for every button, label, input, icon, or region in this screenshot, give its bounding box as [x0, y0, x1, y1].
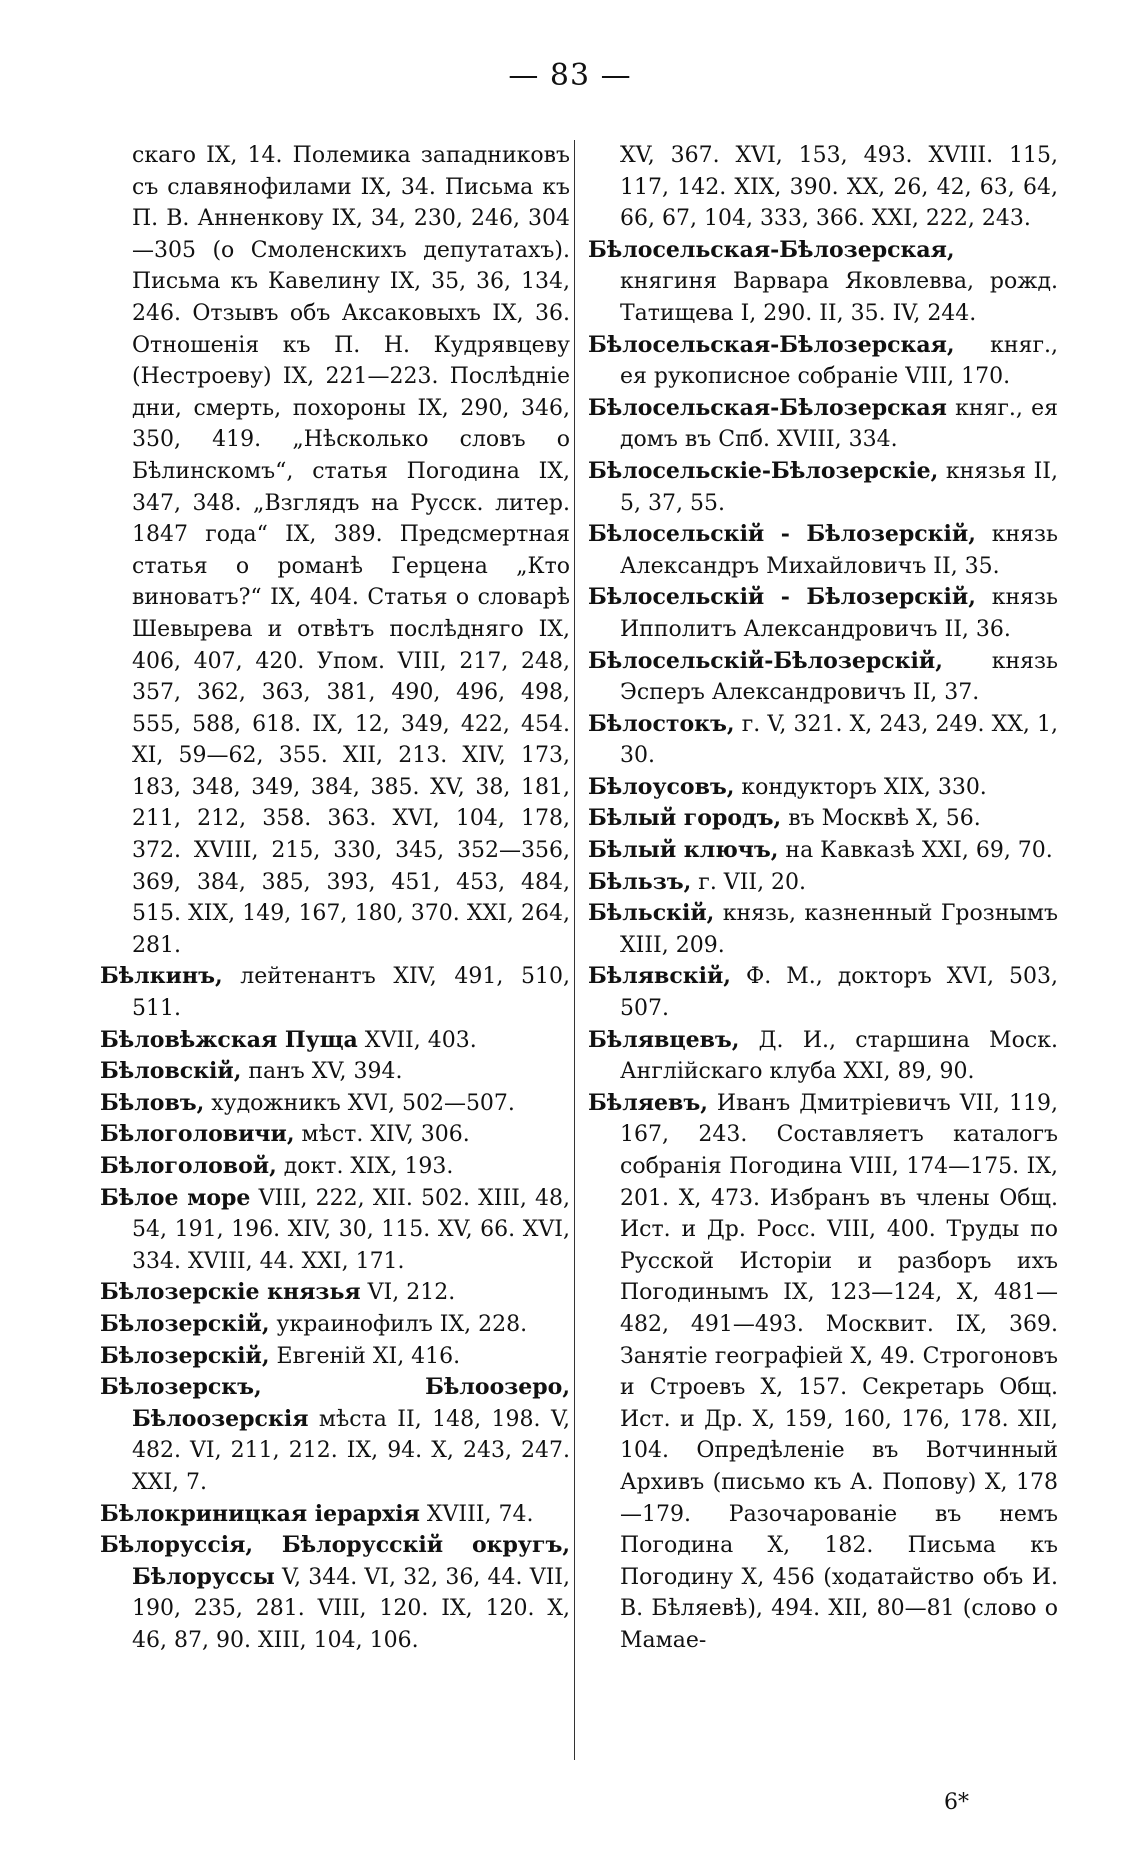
entry-heading: Бѣлое море — [100, 1184, 251, 1211]
index-entry — [100, 140, 570, 961]
entry-heading: Бѣлозерскъ, Бѣлоозеро, Бѣлоозерскія — [100, 1374, 570, 1432]
index-entry — [100, 1088, 570, 1120]
entry-text: V, 344. VI, 32, 36, 44. VII, 190, 235, 281. VIII, 120. IX, 120. X, 46, 87, 90. XIII, 104, 106. — [132, 1564, 570, 1653]
entry-text: кондукторъ XIX, 330. — [734, 774, 987, 800]
index-entry — [100, 961, 570, 1024]
page-number: — 83 — — [508, 58, 632, 93]
entry-text: князь Александръ Михайловичъ II, 35. — [620, 522, 1059, 579]
entry-text: панъ XV, 394. — [241, 1059, 403, 1085]
entry-text: скаго IX, 14. Полемика западниковъ съ славянофилами IX, 34. Письма къ П. В. Анненкову IX, 34, 230, 246, 304—305 (о Смоленскихъ депутатахъ). Письма къ Кавелину IX, 35, 36, 134, 246. Отзывъ объ Аксаковыхъ IX, 36. Отношенія къ П. Н. Кудрявцеву (Нестроеву) IX, 221—223. Послѣдніе дни, смерть, похороны IX, 290, 346, 350, 419. „Нѣсколько словъ о Бѣлинскомъ“, статья Погодина IX, 347, 348. „Взглядъ на Русск. литер. 1847 года“ IX, 389. Предсмертная статья о романѣ Герцена „Кто виноватъ?“ IX, 404. Статья о словарѣ Шевырева и отвѣтъ послѣдняго IX, 406, 407, 420. Упом. VIII, 217, 248, 357, 362, 363, 381, 490, 496, 498, 555, 588, 618. IX, 12, 349, 422, 454. XI, 59—62, 355. XII, 213. XIV, 173, 183, 348, 349, 384, 385. XV, 38, 181, 211, 212, 358. 363. XVI, 104, 178, 372. XVIII, 215, 330, 345, 352—356, 369, 384, 385, 393, 451, 453, 484, 515. XIX, 149, 167, 180, 370. XXI, 264, 281. — [132, 143, 570, 958]
entry-text: украинофилъ IX, 228. — [269, 1311, 528, 1337]
index-entry — [588, 1025, 1058, 1088]
entry-heading: Бѣлосельскій - Бѣлозерскій, — [588, 521, 976, 548]
entry-heading: Бѣлый городъ, — [588, 805, 782, 832]
entry-heading: Бѣлявцевъ, — [588, 1026, 740, 1053]
entry-heading: Бѣлый ключъ, — [588, 837, 779, 864]
entry-text: князь, казненный Грознымъ XIII, 209. — [620, 901, 1058, 958]
entry-heading: Бѣлоголовой, — [100, 1153, 277, 1179]
entry-heading: Бѣлоусовъ, — [588, 773, 735, 800]
entry-text: княг., ея домъ въ Спб. XVIII, 334. — [620, 395, 1058, 453]
entry-heading: Бѣловъ, — [100, 1089, 205, 1116]
entry-text: г. V, 321. X, 243, 249. XX, 1, 30. — [620, 711, 1058, 769]
entry-heading: Бѣльзъ, — [588, 868, 692, 895]
entry-heading: Бѣлявскій, — [588, 963, 731, 990]
entry-text: VIII, 222, XII. 502. XIII, 48, 54, 191, 196. XIV, 30, 115. XV, 66. XVI, 334. XVIII, 44. XXI, 171. — [132, 1185, 570, 1274]
entry-text: князья II, 5, 37, 55. — [620, 458, 1058, 516]
index-entry — [100, 1530, 570, 1656]
entry-heading: Бѣлосельскій - Бѣлозерскій, — [588, 584, 976, 611]
index-entry — [588, 709, 1058, 772]
index-entry — [100, 1309, 570, 1341]
index-entry — [588, 330, 1058, 393]
index-entry — [588, 1088, 1058, 1657]
entry-heading: Бѣляевъ, — [588, 1089, 708, 1116]
index-entry — [100, 1372, 570, 1498]
index-entry — [588, 235, 1058, 330]
index-entry — [588, 867, 1058, 899]
entry-heading: Бѣлосельскій-Бѣлозерскій, — [588, 647, 943, 674]
signature-mark: 6* — [944, 1790, 969, 1815]
entry-heading: Бѣлокриницкая іерархія — [100, 1500, 420, 1527]
entry-heading: Бѣлозерскіе князья — [100, 1279, 361, 1306]
index-entry — [100, 1119, 570, 1151]
index-entry — [100, 1025, 570, 1057]
entry-heading: Бѣловскій, — [100, 1058, 242, 1085]
entry-heading: Бѣлкинъ, — [100, 963, 223, 990]
entry-text: лейтенантъ XIV, 491, 510, 511. — [132, 964, 570, 1022]
entry-text: въ Москвѣ X, 56. — [781, 806, 981, 832]
entry-text: на Кавказѣ XXI, 69, 70. — [778, 838, 1053, 864]
entry-heading: Бѣльскій, — [588, 900, 715, 927]
index-entry — [100, 1341, 570, 1373]
entry-heading: Бѣлосельская-Бѣлозерская, — [588, 236, 955, 263]
entry-text: мѣст. XIV, 306. — [294, 1122, 470, 1148]
index-entry — [588, 898, 1058, 961]
index-entry — [588, 835, 1058, 867]
entry-heading: Бѣлосельскіе-Бѣлозерскіе, — [588, 457, 939, 484]
entry-text: г. VII, 20. — [691, 869, 807, 895]
index-entry — [100, 1151, 570, 1183]
index-entry — [588, 646, 1058, 709]
index-entry — [588, 772, 1058, 804]
index-entry — [100, 1277, 570, 1309]
entry-text: XVII, 403. — [357, 1027, 477, 1053]
entry-heading: Бѣлозерскій, — [100, 1342, 270, 1369]
entry-text: мѣста II, 148, 198. V, 482. VI, 211, 212. IX, 94. X, 243, 247. XXI, 7. — [132, 1406, 570, 1495]
index-entry — [588, 519, 1058, 582]
entry-text: Ф. М., докторъ XVI, 503, 507. — [620, 964, 1058, 1022]
entry-heading: Бѣлостокъ, — [588, 710, 735, 737]
entry-heading: Бѣлоруссія, Бѣлорусскій округъ, Бѣлоруссы — [100, 1532, 570, 1590]
left-column — [100, 140, 570, 1657]
index-entry — [588, 803, 1058, 835]
entry-text: Иванъ Дмитріевичъ VII, 119, 167, 243. Составляетъ каталогъ собранія Погодина VIII, 174—175. IX, 201. X, 473. Избранъ въ члены Общ. Ист. и Др. Росс. VIII, 400. Труды по Русской Исторіи и разборъ ихъ Погодинымъ IX, 123—124, X, 481—482, 491—493. Москвит. IX, 369. Занятіе географіей X, 49. Строгоновъ и Строевъ X, 157. Секретарь Общ. Ист. и Др. X, 159, 160, 176, 178. XII, 104. Опредѣленіе въ Вотчинный Архивъ (письмо къ А. Попову) X, 178—179. Разочарованіе въ немъ Погодина X, 182. Письма къ Погодину X, 456 (ходатайство объ И. В. Бѣляевѣ), 494. XII, 80—81 (слово о Мамае- — [620, 1090, 1058, 1653]
entry-text: княг., ея рукописное собраніе VIII, 170. — [620, 332, 1058, 390]
right-column — [588, 140, 1058, 1657]
entry-heading: Бѣловѣжская Пуща — [100, 1026, 358, 1053]
entry-text: князь Ипполитъ Александровичъ II, 36. — [620, 585, 1059, 642]
entry-heading: Бѣлосельская-Бѣлозерская — [588, 394, 947, 421]
index-entry — [588, 961, 1058, 1024]
column-divider — [574, 140, 575, 1760]
index-entry — [100, 1056, 570, 1088]
index-entry — [588, 140, 1058, 235]
entry-heading: Бѣлозерскій, — [100, 1310, 270, 1337]
entry-text: княгиня Варвара Яковлевва, рожд. Татищева I, 290. II, 35. IV, 244. — [620, 269, 1058, 326]
entry-text: XVIII, 74. — [419, 1501, 534, 1527]
entry-text: XV, 367. XVI, 153, 493. XVIII. 115, 117, 142. XIX, 390. XX, 26, 42, 63, 64, 66, 67, 104, 333, 366. XXI, 222, 243. — [620, 143, 1058, 232]
index-entry — [100, 1499, 570, 1531]
entry-text: докт. XIX, 193. — [276, 1154, 454, 1179]
index-entry — [588, 456, 1058, 519]
entry-text: художникъ XVI, 502—507. — [204, 1090, 515, 1116]
index-entry — [100, 1183, 570, 1278]
index-entry — [588, 582, 1058, 645]
entry-text: VI, 212. — [360, 1280, 456, 1306]
entry-heading: Бѣлосельская-Бѣлозерская, — [588, 331, 955, 358]
entry-text: князь Эсперъ Александровичъ II, 37. — [620, 648, 1058, 706]
entry-text: Евгеній XI, 416. — [269, 1343, 461, 1369]
entry-heading: Бѣлоголовичи, — [100, 1121, 295, 1148]
index-entry — [588, 393, 1058, 456]
entry-text: Д. И., старшина Моск. Англійскаго клуба XXI, 89, 90. — [620, 1027, 1058, 1085]
